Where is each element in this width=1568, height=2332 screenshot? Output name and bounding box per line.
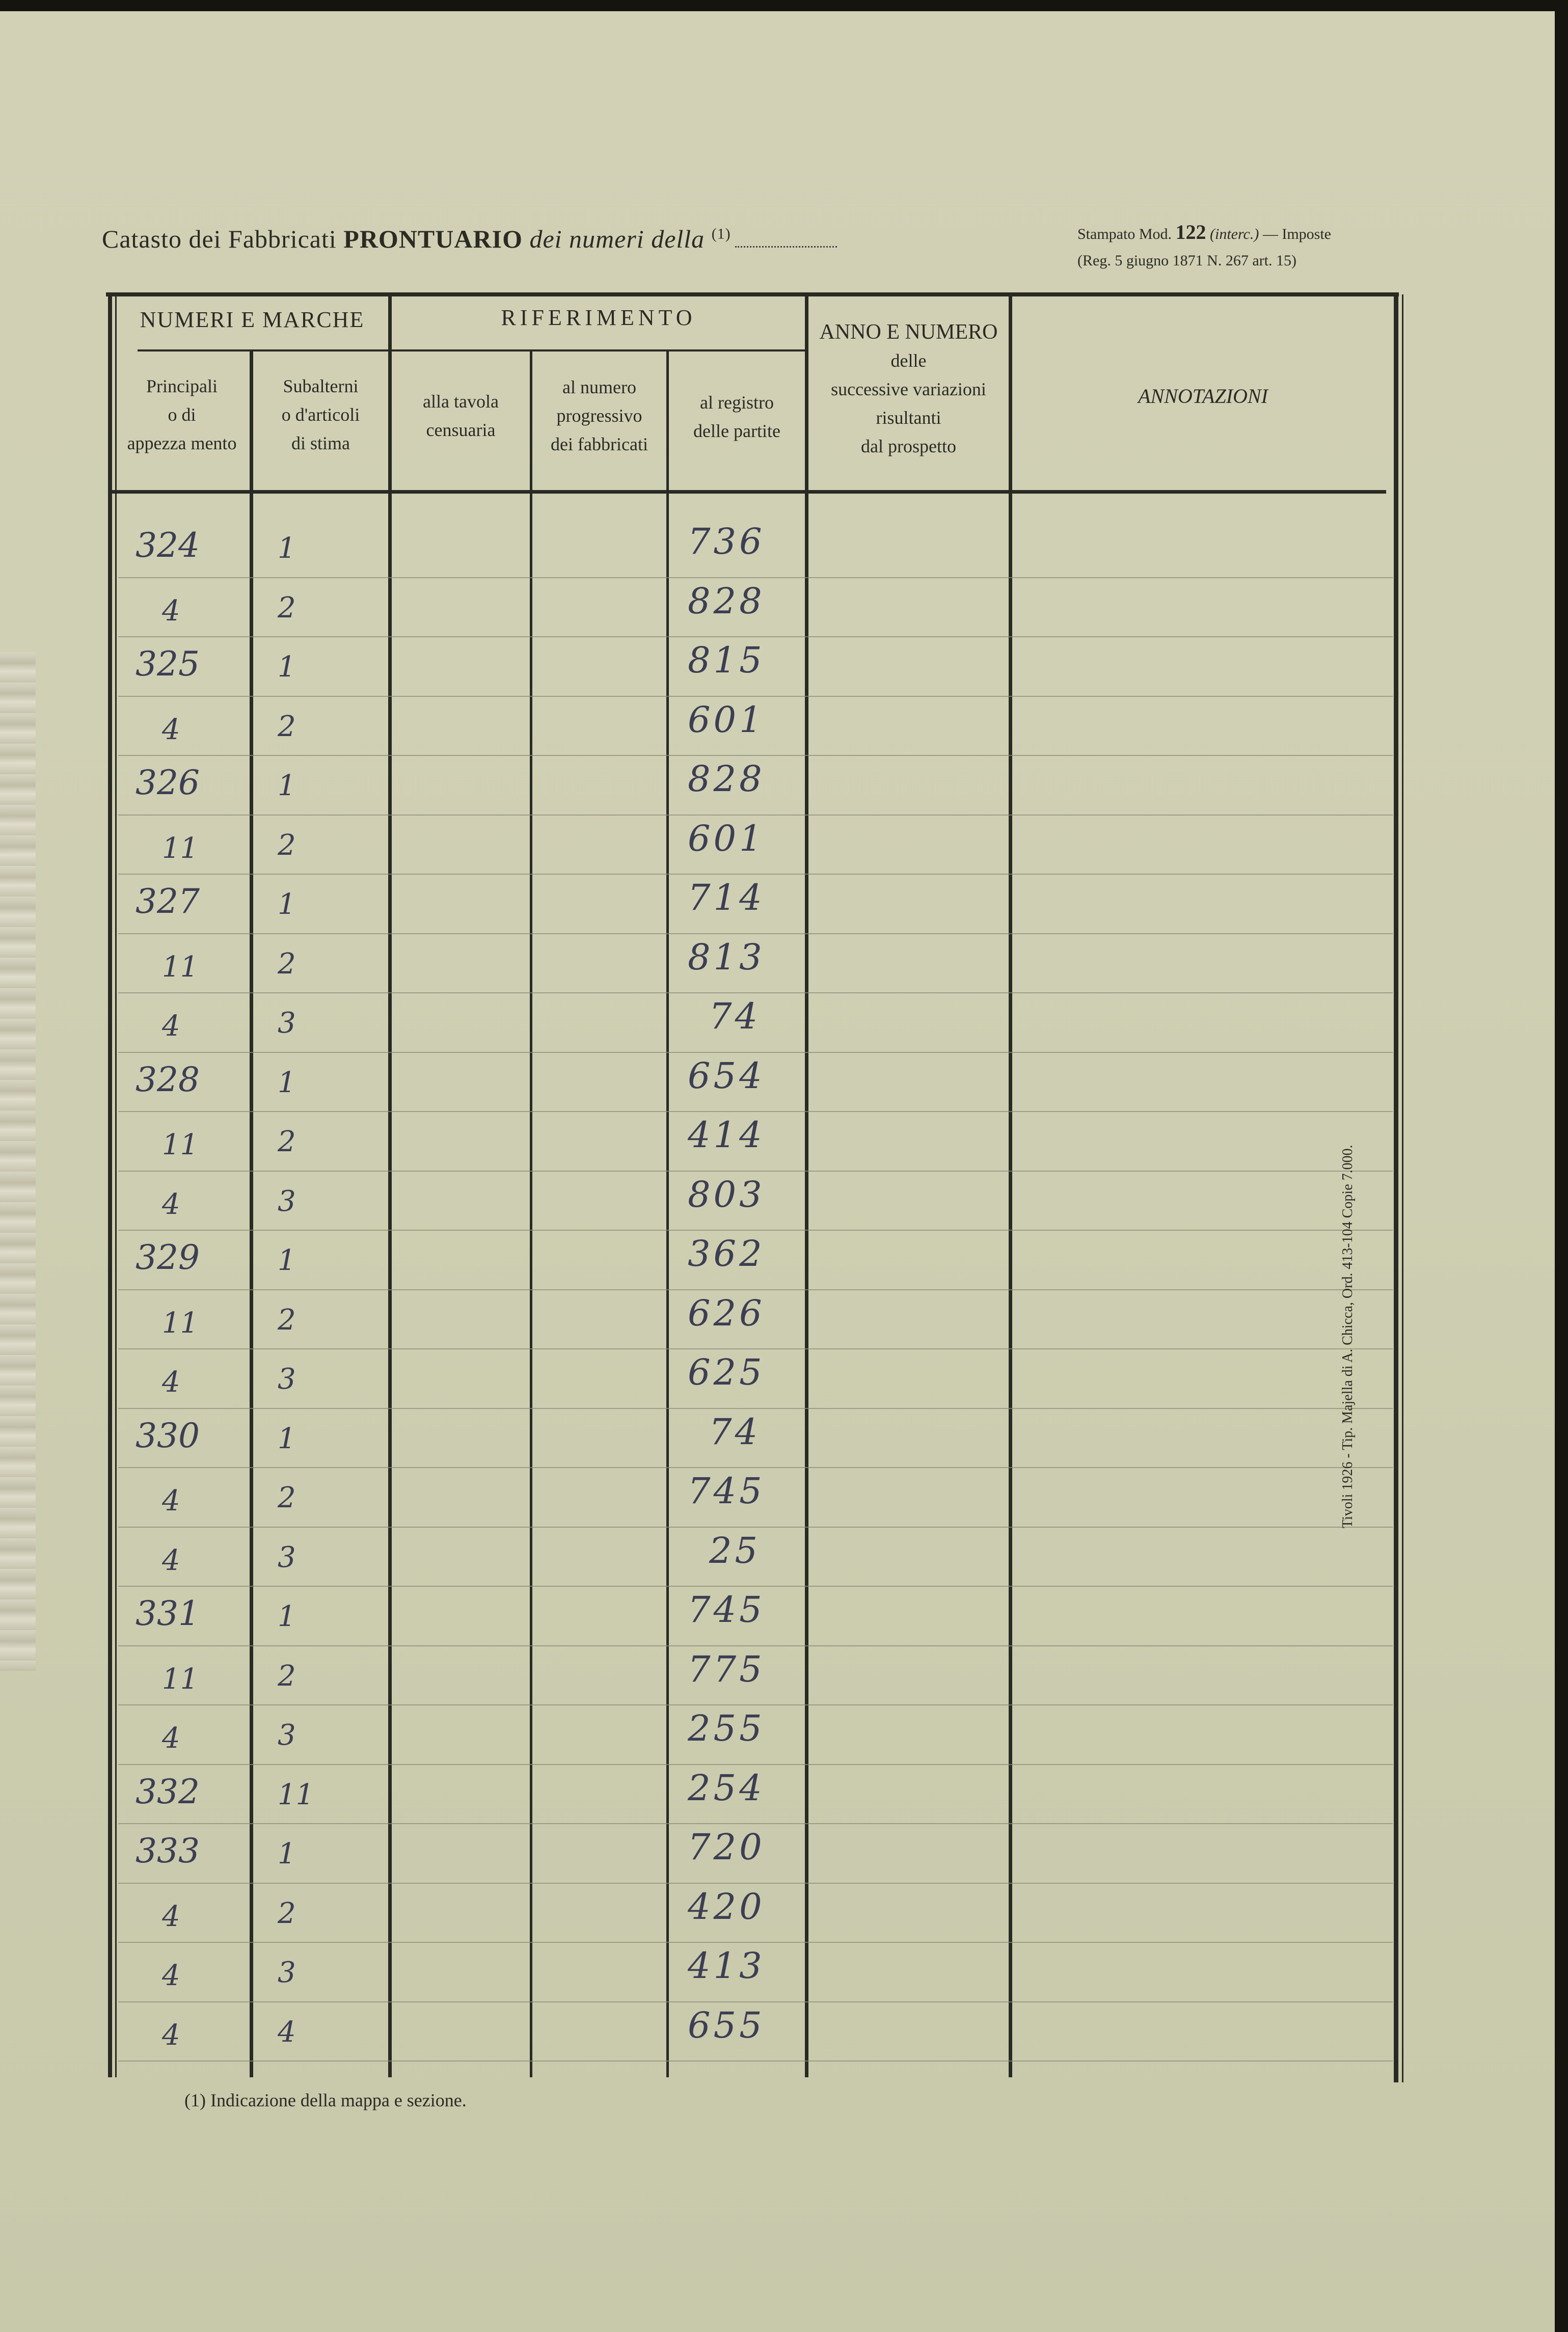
registro-cell: 420 [688, 1886, 765, 1928]
row-rule [118, 1764, 1393, 1765]
principale-cell: 4 [162, 1959, 180, 1992]
principale-cell: 4 [162, 1010, 180, 1043]
subalterno-cell: 2 [278, 710, 296, 743]
principale-cell: 4 [162, 1722, 180, 1755]
subalterno-cell: 1 [278, 1600, 296, 1633]
registro-cell: 736 [688, 521, 765, 562]
subalterno-cell: 1 [278, 1244, 296, 1277]
row-rule [118, 1052, 1393, 1053]
group-riferimento: RIFERIMENTO [501, 305, 696, 330]
subalterno-cell: 2 [278, 1897, 296, 1930]
principale-cell: 328 [136, 1060, 200, 1099]
subalterno-cell: 1 [278, 888, 296, 921]
subalterno-cell: 4 [278, 2016, 296, 2049]
header-anno-e-numero: ANNO E NUMERO delle successive variazioni risultanti dal prospetto [819, 320, 998, 456]
group-numeri-e-marche: NUMERI E MARCHE [140, 307, 365, 332]
registro-cell: 655 [688, 2004, 765, 2046]
row-rule [118, 815, 1393, 816]
row-rule [118, 874, 1393, 875]
principale-cell: 4 [162, 1544, 180, 1577]
principale-cell: 4 [162, 594, 180, 628]
form-title: Catasto dei Fabbricati PRONTUARIO dei numeri della $^{(1)}$ [102, 224, 837, 254]
header-principali: Principali o di appezza mento [127, 376, 237, 453]
registro-cell: 813 [688, 936, 765, 978]
row-rule [118, 2060, 1393, 2062]
subalterno-cell: 1 [278, 769, 296, 802]
principale-cell: 11 [162, 951, 199, 984]
principale-cell: 11 [162, 1663, 199, 1696]
principale-cell: 4 [162, 1900, 180, 1933]
subalterno-cell: 1 [278, 650, 296, 684]
table-right-border [1394, 294, 1398, 2082]
principale-cell: 324 [136, 526, 200, 565]
row-rule [118, 992, 1393, 993]
print-stamp: Stampato Mod. 122 (interc.) — Imposte (Reg. 5 giugno 1871 N. 267 art. 15) [1077, 221, 1331, 269]
subalterno-cell: 1 [278, 1066, 296, 1099]
row-rule [118, 1527, 1393, 1528]
row-rule [118, 1289, 1393, 1290]
principale-cell: 4 [162, 1188, 180, 1221]
registro-cell: 815 [688, 639, 765, 681]
registro-cell: 601 [688, 818, 765, 859]
subalterno-cell: 2 [278, 591, 296, 625]
registro-cell: 601 [688, 699, 765, 741]
row-rule [118, 1586, 1393, 1587]
subalterno-cell: 3 [278, 1541, 296, 1574]
row-rule [118, 1883, 1393, 1884]
principale-cell: 331 [136, 1594, 200, 1633]
principale-cell: 333 [136, 1831, 200, 1870]
principale-cell: 325 [136, 644, 200, 684]
subalterno-cell: 2 [278, 1660, 296, 1693]
header-annotazioni: ANNOTAZIONI [1138, 385, 1268, 408]
subalterno-cell: 3 [278, 1007, 296, 1040]
row-rule [118, 1823, 1393, 1824]
subalterno-cell: 2 [278, 947, 296, 981]
row-rule [118, 1645, 1393, 1646]
row-rule [118, 2001, 1393, 2002]
table-left-border-inner [115, 294, 117, 2077]
registro-cell: 414 [688, 1114, 765, 1156]
registro-cell: 625 [688, 1351, 765, 1393]
registro-cell: 828 [688, 580, 765, 622]
header-numero: al numero progressivo dei fabbricati [551, 377, 648, 454]
row-rule [118, 1942, 1393, 1943]
registro-cell: 254 [688, 1767, 765, 1809]
principale-cell: 327 [136, 882, 200, 921]
col-divider-tavola [530, 349, 532, 2077]
printer-imprint: Tivoli 1926 - Tip. Majella di A. Chicca, Ord. 413-104 Copie 7.000. [1340, 1145, 1356, 1528]
subalterno-cell: 2 [278, 1304, 296, 1337]
principale-cell: 4 [162, 1484, 180, 1517]
col-divider-anno [1009, 294, 1012, 2077]
subalterno-cell: 3 [278, 1956, 296, 1989]
row-rule [118, 755, 1393, 756]
subalterno-cell: 3 [278, 1185, 296, 1218]
registro-cell: 74 [709, 1411, 761, 1453]
header-tavola: alla tavola censuaria [423, 391, 499, 440]
registro-cell: 626 [688, 1292, 765, 1334]
row-rule [118, 1467, 1393, 1468]
principale-cell: 332 [136, 1772, 200, 1811]
table-right-border-outer [1402, 294, 1403, 2082]
subalterno-cell: 2 [278, 829, 296, 862]
subalterno-cell: 1 [278, 1422, 296, 1455]
title-fill-line [735, 246, 837, 248]
col-divider-registro [805, 294, 808, 2077]
principale-cell: 4 [162, 713, 180, 746]
registro-cell: 74 [709, 995, 761, 1037]
row-rule [118, 933, 1393, 934]
subalterno-cell: 2 [278, 1481, 296, 1514]
principale-cell: 330 [136, 1416, 200, 1455]
row-rule [118, 1704, 1393, 1705]
principale-cell: 326 [136, 763, 200, 802]
registro-cell: 714 [688, 877, 765, 918]
registro-cell: 25 [709, 1530, 761, 1571]
subalterno-cell: 1 [278, 1837, 296, 1870]
principale-cell: 329 [136, 1238, 200, 1277]
subalterno-cell: 3 [278, 1719, 296, 1752]
principale-cell: 11 [162, 1307, 199, 1340]
registro-cell: 362 [688, 1233, 765, 1275]
registro-cell: 803 [688, 1174, 765, 1215]
registro-cell: 654 [688, 1055, 765, 1097]
principale-cell: 11 [162, 1128, 199, 1161]
row-rule [118, 1348, 1393, 1349]
group-header-rule [138, 349, 805, 351]
row-rule [118, 1230, 1393, 1231]
registro-cell: 745 [688, 1589, 765, 1631]
registro-cell: 775 [688, 1648, 765, 1690]
principale-cell: 4 [162, 2019, 180, 2052]
registro-cell: 255 [688, 1707, 765, 1749]
row-rule [118, 1111, 1393, 1112]
footnote: (1) Indicazione della mappa e sezione. [184, 2090, 467, 2110]
table-left-border [108, 294, 112, 2077]
row-rule [118, 1171, 1393, 1172]
col-divider-principali [250, 349, 253, 2077]
registro-cell: 413 [688, 1945, 765, 1987]
row-rule [118, 577, 1393, 578]
registro-cell: 828 [688, 758, 765, 800]
registro-cell: 720 [688, 1826, 765, 1868]
principale-cell: 11 [162, 832, 199, 865]
row-rule [118, 636, 1393, 637]
col-divider-numero [666, 349, 669, 2077]
subalterno-cell: 2 [278, 1125, 296, 1158]
col-divider-subalterni [388, 294, 392, 2077]
table-top-border [106, 292, 1399, 296]
subalterno-cell: 11 [278, 1778, 314, 1811]
principale-cell: 4 [162, 1366, 180, 1399]
header-bottom-rule [110, 490, 1386, 494]
registro-cell: 745 [688, 1470, 765, 1512]
row-rule [118, 1408, 1393, 1409]
row-rule [118, 696, 1393, 697]
header-subalterni: Subalterni o d'articoli di stima [281, 376, 360, 453]
subalterno-cell: 3 [278, 1363, 296, 1396]
subalterno-cell: 1 [278, 532, 296, 565]
header-registro: al registro delle partite [693, 392, 780, 441]
